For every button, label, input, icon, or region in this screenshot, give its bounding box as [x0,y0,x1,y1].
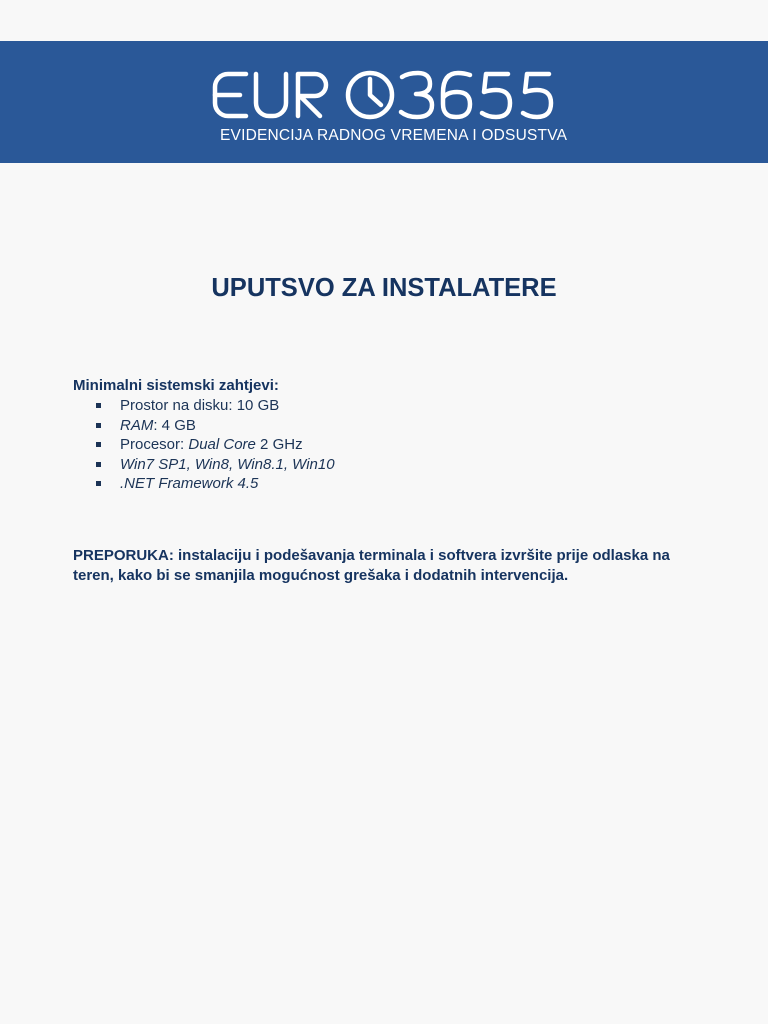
bullet-icon [96,462,101,467]
os-list: Win7 SP1, Win8, Win8.1, Win10 [120,455,335,473]
cpu-label: Procesor: [120,436,189,453]
bullet-icon [96,442,101,447]
disk-label: Prostor na disku: [120,397,237,414]
cpu-type: Dual Core [188,436,256,453]
list-item [96,416,335,436]
header-banner [0,41,768,163]
logo-subtitle: EVIDENCIJA RADNOG VREMENA I ODSUSTVA [220,127,568,144]
ram-label: RAM [120,416,154,434]
requirements-list [96,396,335,494]
document-title: UPUTSVO ZA INSTALATERE [211,274,557,302]
framework: .NET Framework 4.5 [120,475,259,492]
list-item [96,455,335,475]
cpu-speed: 2 GHz [255,436,303,453]
disk-value: 10 GB [236,397,280,414]
bullet-icon [96,423,101,428]
recommendation-paragraph: PREPORUKA: instalaciju i podešavanja terminala i softvera izvršite prije odlaska na teren, kako bi se smanjila mogućnost grešaka i dodatnih intervencija. [73,547,670,584]
list-item [96,474,335,494]
ram-value: : 4 GB [153,416,196,434]
list-item [96,396,335,416]
bullet-icon [96,481,101,486]
list-item [96,435,335,455]
requirements-heading: Minimalni sistemski zahtjevi: [73,377,279,394]
bullet-icon [96,403,101,408]
